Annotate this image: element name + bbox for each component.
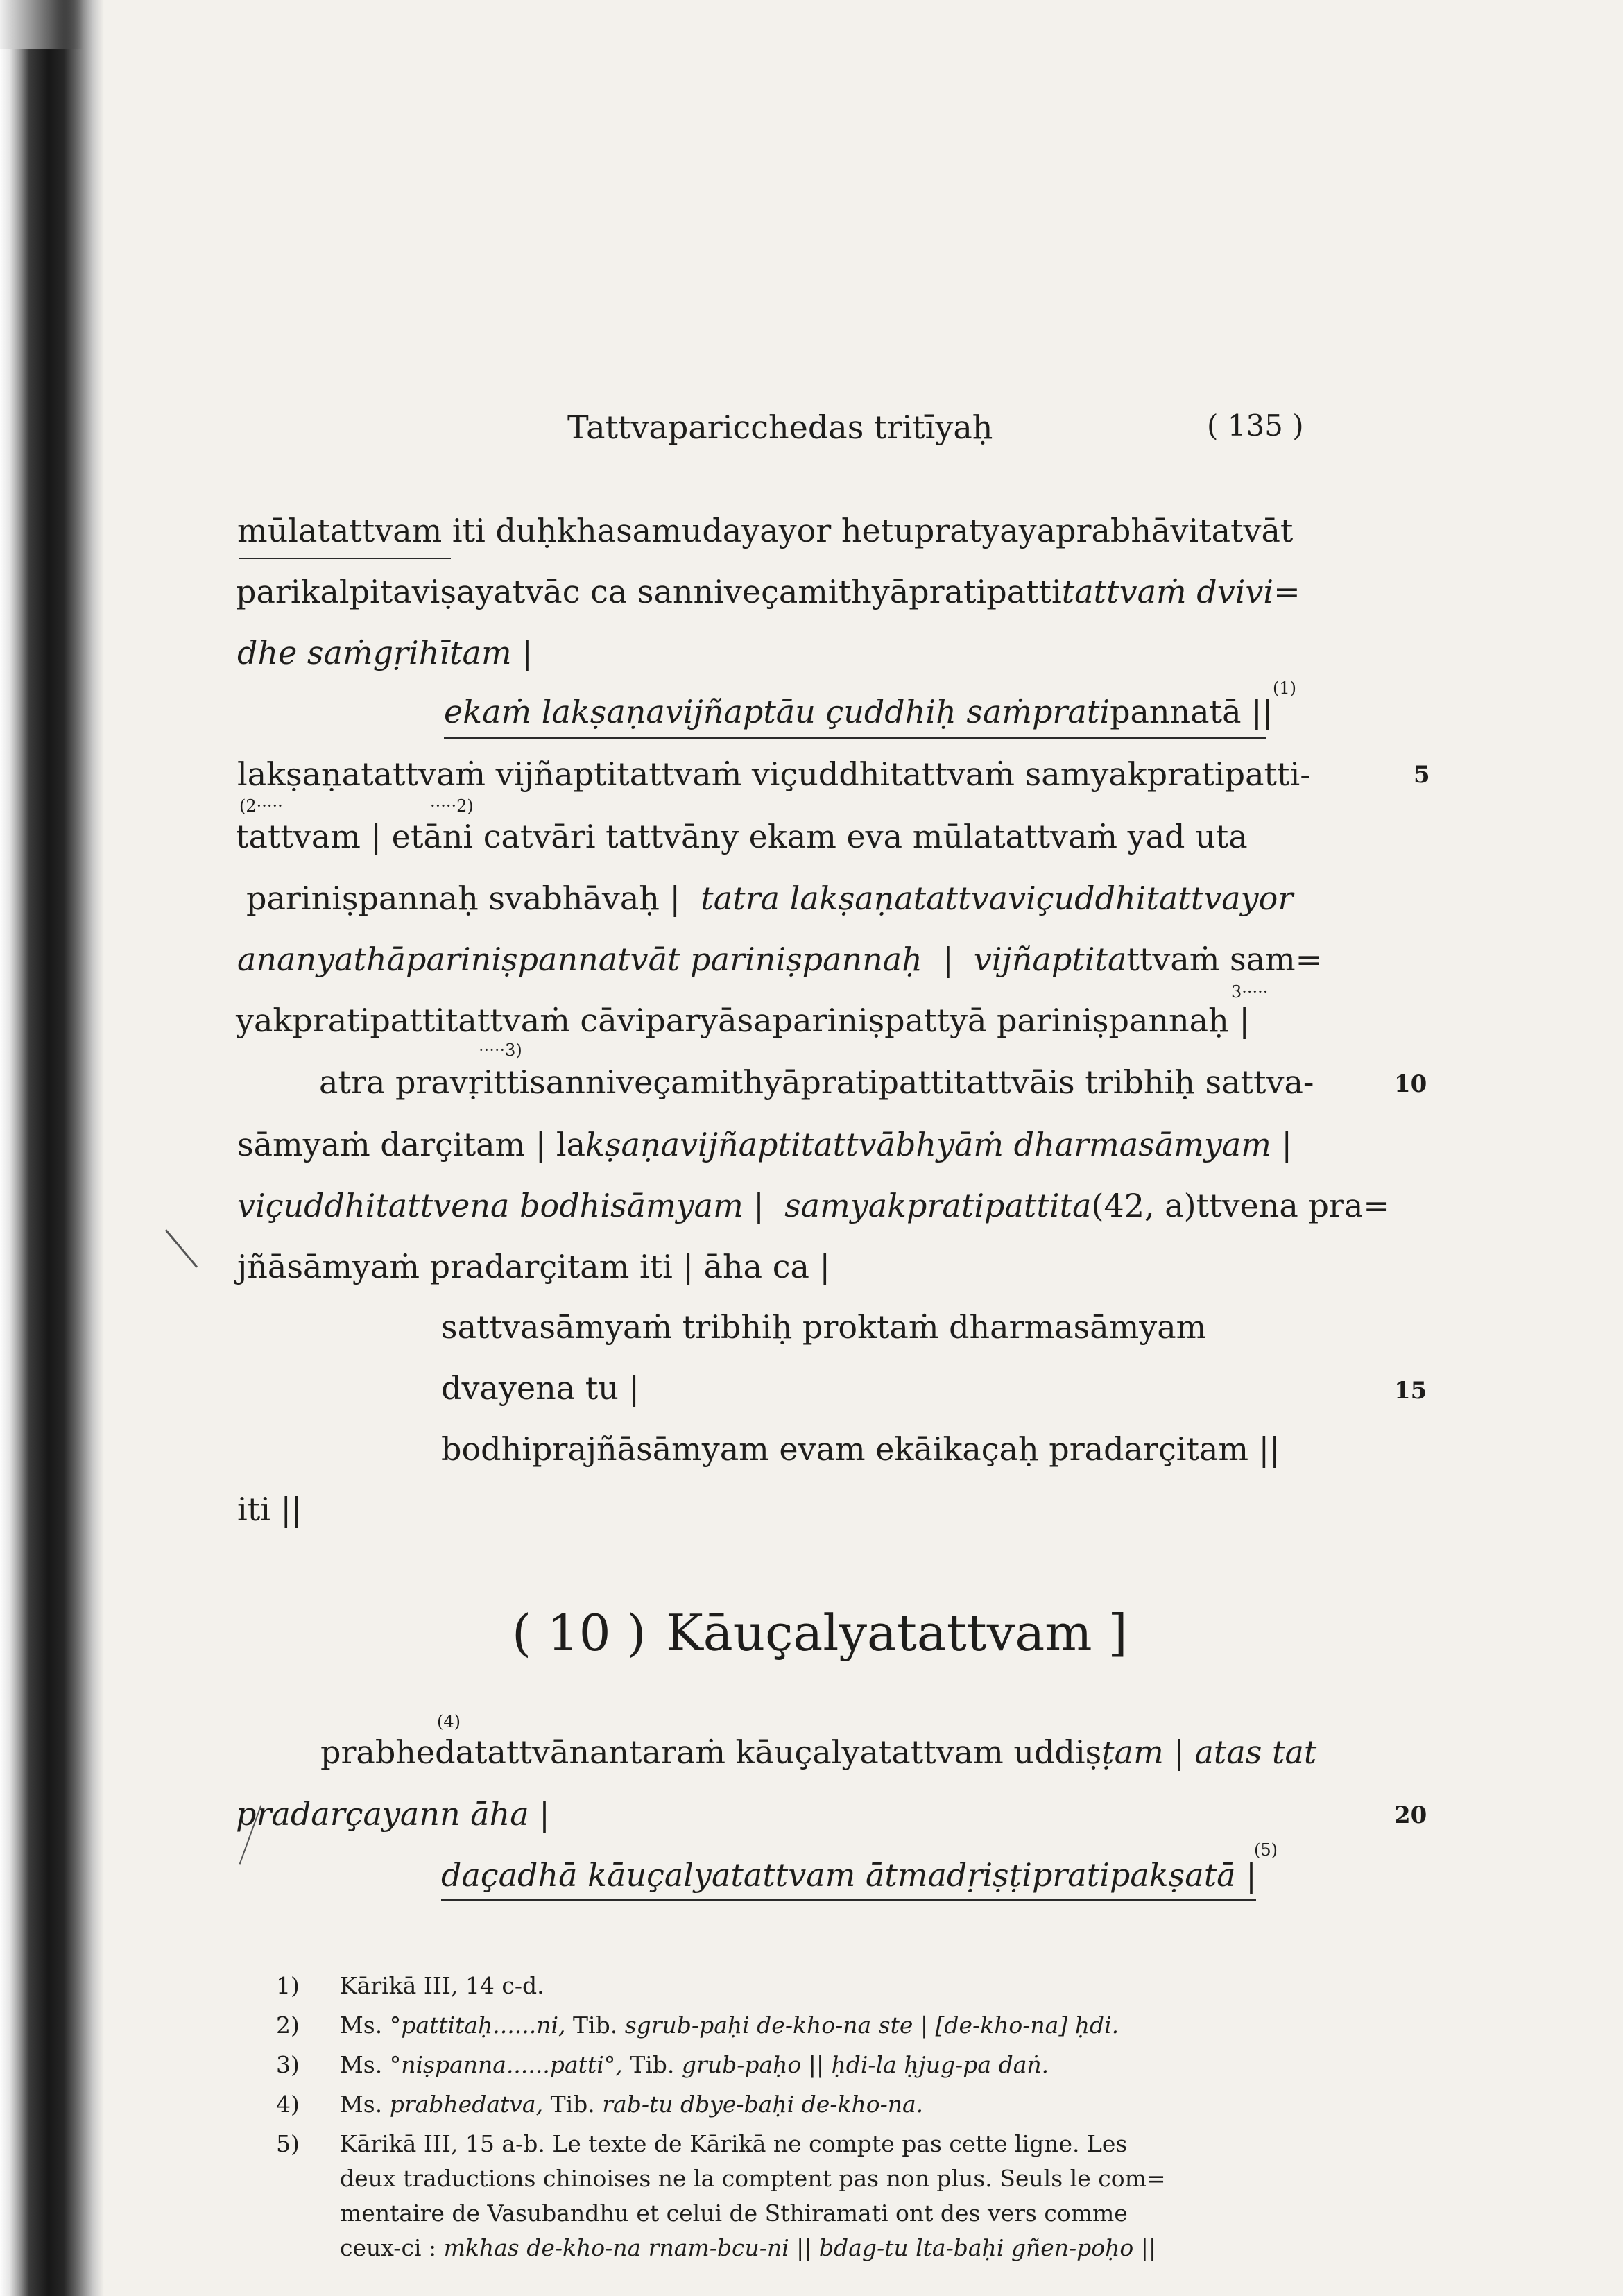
section-number: ( 10 )	[512, 1604, 646, 1662]
line-number-15: 15	[1394, 1377, 1427, 1405]
text-line-13: jñāsāmyaṁ pradarçitam iti | āha ca |	[237, 1248, 831, 1285]
footnote-4: Ms. prabhedatva, Tib. rab-tu dbye-baḥi de-kho-na.	[340, 2091, 924, 2118]
footnote-5-line-1: Kārikā III, 15 a-b. Le texte de Kārikā ne compte pas cette ligne. Les	[340, 2130, 1128, 2157]
running-title: Tattvaparicchedas tritīyaḥ	[567, 409, 993, 446]
text-line-2: parikalpitaviṣayatvāc ca sanniveçamithyāpratipattitattvaṁ dvivi=	[236, 573, 1300, 610]
text-line-8: ananyathāpariniṣpannatvāt pariniṣpannaḥ | vijñaptitattvaṁ sam=	[237, 941, 1323, 978]
footnote-3: Ms. °niṣpanna......patti°, Tib. grub-paḥo || ḥdi-la ḥjug-pa daṅ.	[340, 2051, 1049, 2078]
footnote-2: Ms. °pattitaḥ......ni, Tib. sgrub-paḥi de-kho-na ste | [de-kho-na] ḥdi.	[340, 2012, 1119, 2039]
verse-underline-1	[444, 737, 1266, 739]
footnote-5-line-4: ceux-ci : mkhas de-kho-na rnam-bcu-ni || bdag-tu lta-baḥi gñen-poḥo ||	[340, 2234, 1156, 2261]
book-corner-shadow	[0, 0, 83, 49]
footnote-2-number: 2)	[276, 2012, 300, 2039]
pencil-mark	[165, 1229, 198, 1268]
footnote-ref-1: (1)	[1273, 678, 1296, 698]
verse-line-4: bodhiprajñāsāmyam evam ekāikaçaḥ pradarçitam ||	[441, 1430, 1280, 1468]
book-spine-shadow	[0, 0, 104, 2296]
section-title: Kāuçalyatattvam ]	[666, 1604, 1128, 1662]
footnote-5-line-2: deux traductions chinoises ne la comptent pas non plus. Seuls le com=	[340, 2165, 1166, 2192]
marker-2-open: (2·····	[239, 796, 283, 816]
verse-line-1: ekaṁ lakṣaṇavijñaptāu çuddhiḥ saṁpratipannatā ||	[444, 693, 1273, 730]
text-line-6: tattvam | etāni catvāri tattvāny ekam eva mūlatattvaṁ yad uta	[236, 818, 1248, 855]
footnote-5-line-3: mentaire de Vasubandhu et celui de Sthiramati ont des vers comme	[340, 2200, 1128, 2227]
footnote-ref-4: (4)	[437, 1712, 461, 1731]
text-line-7: pariniṣpannaḥ svabhāvaḥ | tatra lakṣaṇatattvaviçuddhitattvayor	[246, 880, 1294, 917]
footnote-1-number: 1)	[276, 1972, 300, 1999]
text-line-9: yakpratipattitattvaṁ cāviparyāsapariniṣpattyā pariniṣpannaḥ |	[236, 1002, 1250, 1039]
footnote-3-number: 3)	[276, 2051, 300, 2078]
footnote-4-number: 4)	[276, 2091, 300, 2118]
footnote-5-number: 5)	[276, 2130, 300, 2157]
text-line-17: iti ||	[237, 1491, 302, 1528]
marker-2-close: ·····2)	[430, 796, 474, 816]
verse-line-2: sattvasāmyaṁ tribhiḥ proktaṁ dharmasāmyam	[441, 1308, 1207, 1346]
footnote-1: Kārikā III, 14 c-d.	[340, 1972, 544, 1999]
verse-underline-2	[441, 1899, 1256, 1901]
text-line-3: dhe saṁgṛihītam |	[237, 634, 533, 671]
text-line-5: lakṣaṇatattvaṁ vijñaptitattvaṁ viçuddhitattvaṁ samyakpratipatti-	[237, 755, 1311, 793]
marker-3-open: 3·····	[1231, 982, 1269, 1002]
text-line-11: sāmyaṁ darçitam | lakṣaṇavijñaptitattvābhyāṁ dharmasāmyam |	[237, 1126, 1293, 1163]
text-line-19: pradarçayann āha |	[236, 1795, 550, 1833]
text-line-1: mūlatattvam iti duḥkhasamudayayor hetupratyayaprabhāvitatvāt	[237, 512, 1294, 549]
line-number-20: 20	[1394, 1801, 1427, 1829]
verse-line-5: daçadhā kāuçalyatattvam ātmadṛiṣṭipratipakṣatā |	[441, 1856, 1257, 1894]
mulatattvam-underline	[239, 558, 451, 559]
line-number-5: 5	[1414, 761, 1430, 789]
footnote-ref-5: (5)	[1254, 1840, 1278, 1860]
marker-3-close: ·····3)	[479, 1040, 522, 1060]
text-line-10: atra pravṛittisanniveçamithyāpratipattitattvāis tribhiḥ sattva-	[319, 1063, 1314, 1101]
verse-line-3: dvayena tu |	[441, 1369, 639, 1407]
text-line-12: viçuddhitattvena bodhisāmyam | samyakpratipattita(42, a)ttvena pra=	[237, 1187, 1390, 1224]
page-number: ( 135 )	[1207, 409, 1304, 443]
text-line-18: prabhedatattvānantaraṁ kāuçalyatattvam uddiṣṭam | atas tat	[320, 1733, 1317, 1771]
line-number-10: 10	[1394, 1070, 1427, 1098]
